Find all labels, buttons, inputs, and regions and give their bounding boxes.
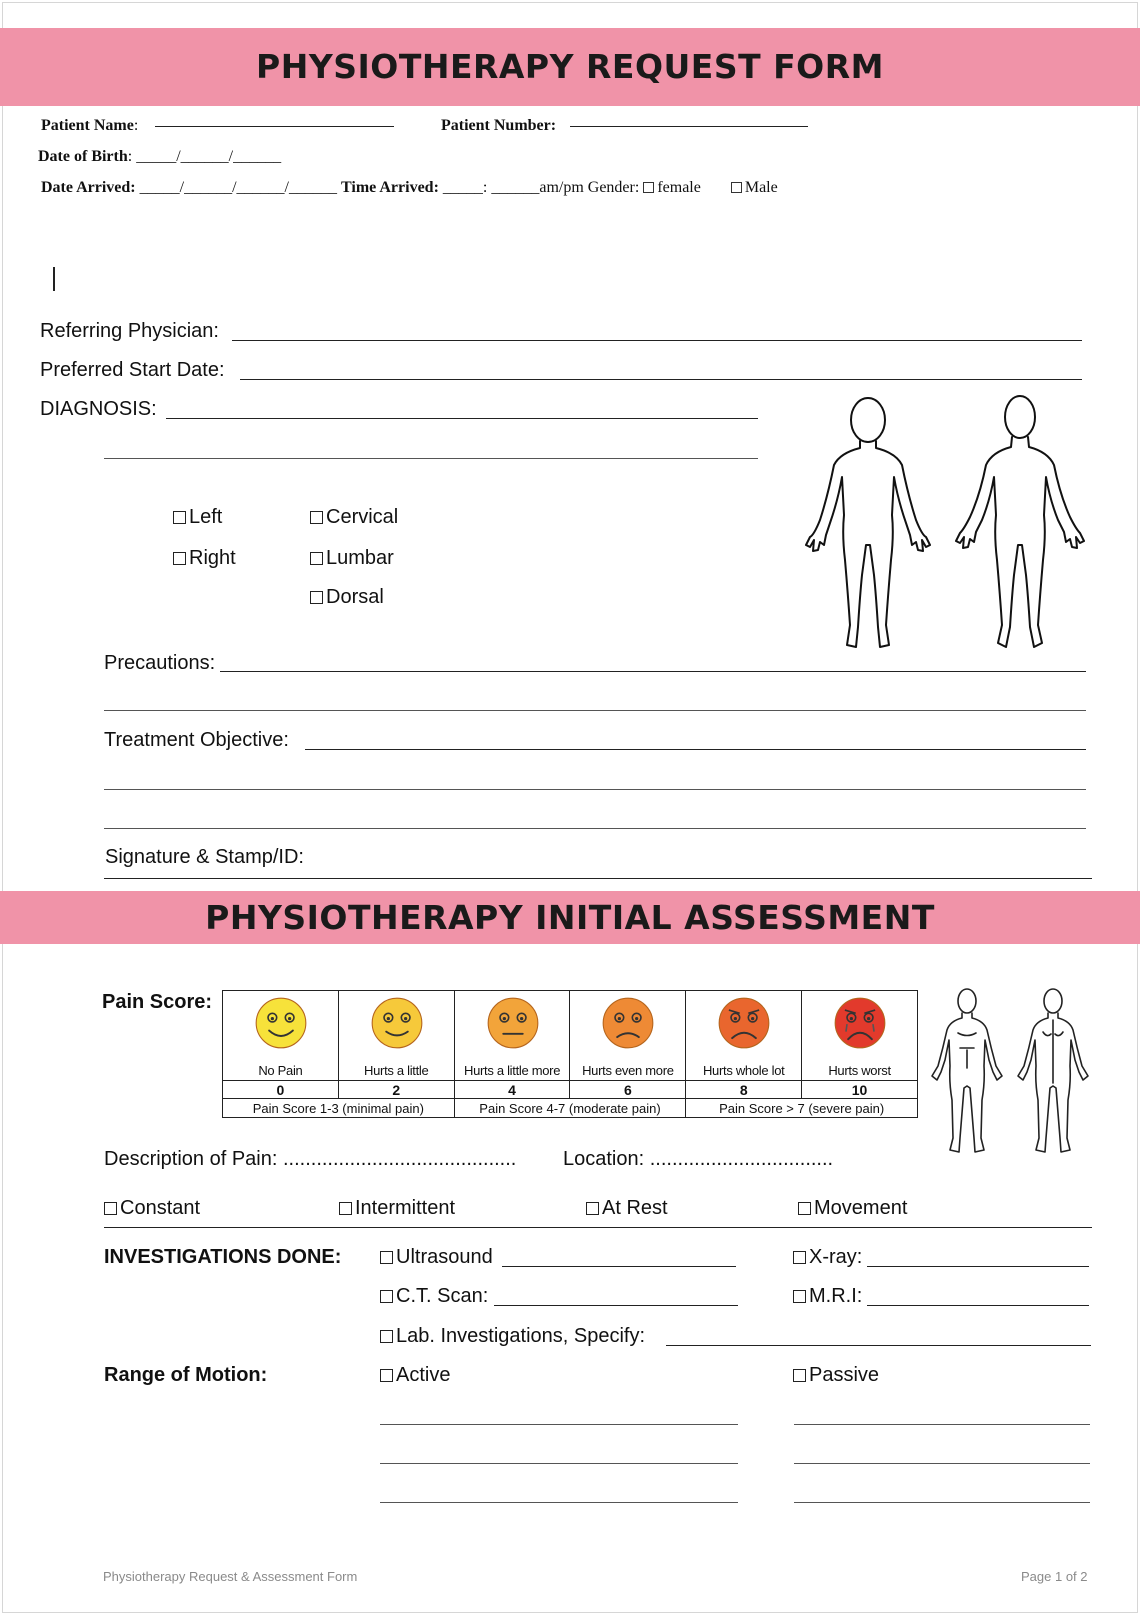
pain-face-label: Hurts even more [582, 1063, 674, 1078]
left-option[interactable] [173, 506, 222, 529]
pain-range-severe: Pain Score > 7 (severe pain) [686, 1099, 918, 1118]
mri-checkbox[interactable] [793, 1290, 806, 1303]
investigations-done-label: INVESTIGATIONS DONE: [104, 1246, 342, 1268]
lumbar-checkbox[interactable] [310, 552, 323, 565]
intermittent-label: Intermittent [355, 1197, 456, 1219]
pain-type-divider [104, 1227, 1092, 1228]
preferred-start-date-input[interactable] [240, 379, 1082, 380]
pain-score-value: 10 [802, 1081, 918, 1099]
time-arrived-blank[interactable]: _____: ______am/pm Gender: [438, 179, 644, 196]
passive-label: Passive [809, 1364, 880, 1386]
left-label: Left [189, 506, 223, 528]
ct-scan-option[interactable] [380, 1285, 488, 1308]
diagnosis-input[interactable] [166, 418, 758, 419]
patient-number-field [441, 117, 556, 135]
female-label: female [657, 179, 701, 196]
active-input-line2[interactable] [380, 1463, 738, 1464]
treatment-objective-input-line3[interactable] [104, 828, 1086, 829]
pain-face-cell[interactable] [570, 991, 686, 1081]
at-rest-option[interactable] [586, 1197, 668, 1220]
pain-score-value: 2 [338, 1081, 454, 1099]
body-front-figure [806, 398, 930, 647]
pain-score-value: 6 [570, 1081, 686, 1099]
patient-number-input[interactable] [570, 126, 808, 127]
at-rest-checkbox[interactable] [586, 1202, 599, 1215]
cervical-label: Cervical [326, 506, 399, 528]
active-option[interactable] [380, 1364, 450, 1387]
constant-label: Constant [120, 1197, 201, 1219]
pain-face-icon [717, 996, 771, 1050]
at-rest-label: At Rest [602, 1197, 668, 1219]
pain-face-cell[interactable] [338, 991, 454, 1081]
patient-name-field [41, 117, 138, 135]
patient-name-colon: : [133, 117, 139, 134]
lumbar-option[interactable] [310, 547, 394, 570]
passive-input-line3[interactable] [794, 1502, 1090, 1503]
footer-title: Physiotherapy Request & Assessment Form [103, 1569, 358, 1584]
cervical-checkbox[interactable] [310, 511, 323, 524]
pain-range-minimal: Pain Score 1-3 (minimal pain) [223, 1099, 455, 1118]
pain-face-cell[interactable] [802, 991, 918, 1081]
male-checkbox[interactable] [731, 182, 742, 193]
request-form-title: PHYSIOTHERAPY REQUEST FORM [0, 28, 1140, 106]
xray-checkbox[interactable] [793, 1251, 806, 1264]
dob-field[interactable] [38, 148, 281, 166]
pain-score-value: 0 [223, 1081, 339, 1099]
diagnosis-input-line2[interactable] [104, 458, 758, 459]
pain-score-table [222, 990, 918, 1118]
lumbar-label: Lumbar [326, 547, 394, 569]
mri-input[interactable] [867, 1305, 1089, 1306]
page-number: Page 1 of 2 [1021, 1569, 1088, 1584]
dorsal-label: Dorsal [326, 586, 384, 608]
body-back-figure [956, 396, 1084, 647]
arrival-row [41, 179, 778, 197]
active-input-line3[interactable] [380, 1502, 738, 1503]
pain-face-icon [833, 996, 887, 1050]
dorsal-checkbox[interactable] [310, 591, 323, 604]
pain-score-label: Pain Score: [102, 991, 213, 1013]
assessment-title: PHYSIOTHERAPY INITIAL ASSESSMENT [0, 891, 1140, 944]
active-checkbox[interactable] [380, 1369, 393, 1382]
movement-option[interactable] [798, 1197, 907, 1220]
pain-location-body-diagram[interactable] [925, 988, 1095, 1163]
constant-option[interactable] [104, 1197, 200, 1220]
passive-input-line1[interactable] [794, 1424, 1090, 1425]
pain-face-label: Hurts whole lot [702, 1063, 785, 1078]
right-label: Right [189, 547, 236, 569]
referring-physician-input[interactable] [232, 340, 1082, 341]
ultrasound-input[interactable] [502, 1266, 736, 1267]
precautions-input-line2[interactable] [104, 710, 1086, 711]
ct-scan-label: C.T. Scan: [396, 1285, 489, 1307]
treatment-objective-input[interactable] [305, 749, 1086, 750]
ct-scan-checkbox[interactable] [380, 1290, 393, 1303]
right-checkbox[interactable] [173, 552, 186, 565]
body-diagram[interactable] [800, 395, 1095, 665]
pain-face-cell[interactable] [223, 991, 339, 1081]
dorsal-option[interactable] [310, 586, 384, 609]
xray-input[interactable] [867, 1266, 1089, 1267]
pain-face-label: Hurts a little more [463, 1063, 561, 1078]
xray-label: X-ray: [809, 1246, 863, 1268]
time-arrived-label: Time Arrived: [340, 179, 439, 196]
small-body-back-figure [1018, 989, 1088, 1152]
small-body-front-figure [932, 989, 1002, 1152]
left-checkbox[interactable] [173, 511, 186, 524]
pain-score-value: 8 [686, 1081, 802, 1099]
precautions-input[interactable] [220, 671, 1086, 672]
intermittent-option[interactable] [339, 1197, 455, 1220]
pain-face-cell[interactable] [686, 991, 802, 1081]
date-arrived-label: Date Arrived: [41, 179, 136, 196]
active-label: Active [396, 1364, 451, 1386]
pain-face-icon [601, 996, 655, 1050]
description-of-pain-field[interactable]: Description of Pain: .......................................... [104, 1148, 517, 1170]
constant-checkbox[interactable] [104, 1202, 117, 1215]
location-field[interactable]: Location: ................................. [563, 1148, 834, 1170]
pain-face-icon [370, 996, 424, 1050]
female-checkbox[interactable] [643, 182, 654, 193]
text-cursor [53, 267, 55, 291]
diagnosis-label: DIAGNOSIS: [40, 398, 157, 420]
movement-label: Movement [814, 1197, 908, 1219]
pain-face-icon [254, 996, 308, 1050]
pain-face-label: Hurts a little [364, 1063, 429, 1078]
ultrasound-checkbox[interactable] [380, 1251, 393, 1264]
right-option[interactable] [173, 547, 236, 570]
passive-option[interactable] [793, 1364, 879, 1387]
patient-name-label: Patient Name [41, 117, 134, 134]
cervical-option[interactable] [310, 506, 398, 529]
ultrasound-option[interactable] [380, 1246, 493, 1269]
ct-scan-input[interactable] [494, 1305, 738, 1306]
pain-score-value: 4 [454, 1081, 570, 1099]
passive-input-line2[interactable] [794, 1463, 1090, 1464]
lab-investigations-checkbox[interactable] [380, 1330, 393, 1343]
passive-checkbox[interactable] [793, 1369, 806, 1382]
preferred-start-date-label: Preferred Start Date: [40, 359, 225, 381]
mri-label: M.R.I: [809, 1285, 863, 1307]
signature-label: Signature & Stamp/ID: [105, 846, 304, 868]
referring-physician-label: Referring Physician: [40, 320, 219, 342]
ultrasound-label: Ultrasound [396, 1246, 493, 1268]
pain-face-label: No Pain [258, 1063, 303, 1078]
pain-face-cell[interactable] [454, 991, 570, 1081]
lab-investigations-label: Lab. Investigations, Specify: [396, 1325, 646, 1347]
movement-checkbox[interactable] [798, 1202, 811, 1215]
range-of-motion-label: Range of Motion: [104, 1364, 268, 1386]
pain-face-icon [486, 996, 540, 1050]
patient-number-label: Patient Number: [441, 117, 557, 134]
mri-option[interactable] [793, 1285, 862, 1308]
precautions-label: Precautions: [104, 652, 216, 674]
lab-investigations-input[interactable] [666, 1345, 1091, 1346]
lab-investigations-option[interactable] [380, 1325, 645, 1348]
dob-blank: : _____/______/______ [127, 148, 282, 165]
date-arrived-blank[interactable]: _____/______/______/______ [135, 179, 341, 196]
xray-option[interactable] [793, 1246, 862, 1269]
dob-label: Date of Birth [38, 148, 128, 165]
active-input-line1[interactable] [380, 1424, 738, 1425]
patient-name-input[interactable] [155, 126, 394, 127]
treatment-objective-label: Treatment Objective: [104, 729, 289, 751]
male-label: Male [744, 179, 778, 196]
treatment-objective-input-line2[interactable] [104, 789, 1086, 790]
pain-range-moderate: Pain Score 4-7 (moderate pain) [454, 1099, 686, 1118]
intermittent-checkbox[interactable] [339, 1202, 352, 1215]
pain-face-label: Hurts worst [828, 1063, 891, 1078]
signature-input[interactable] [104, 878, 1092, 879]
